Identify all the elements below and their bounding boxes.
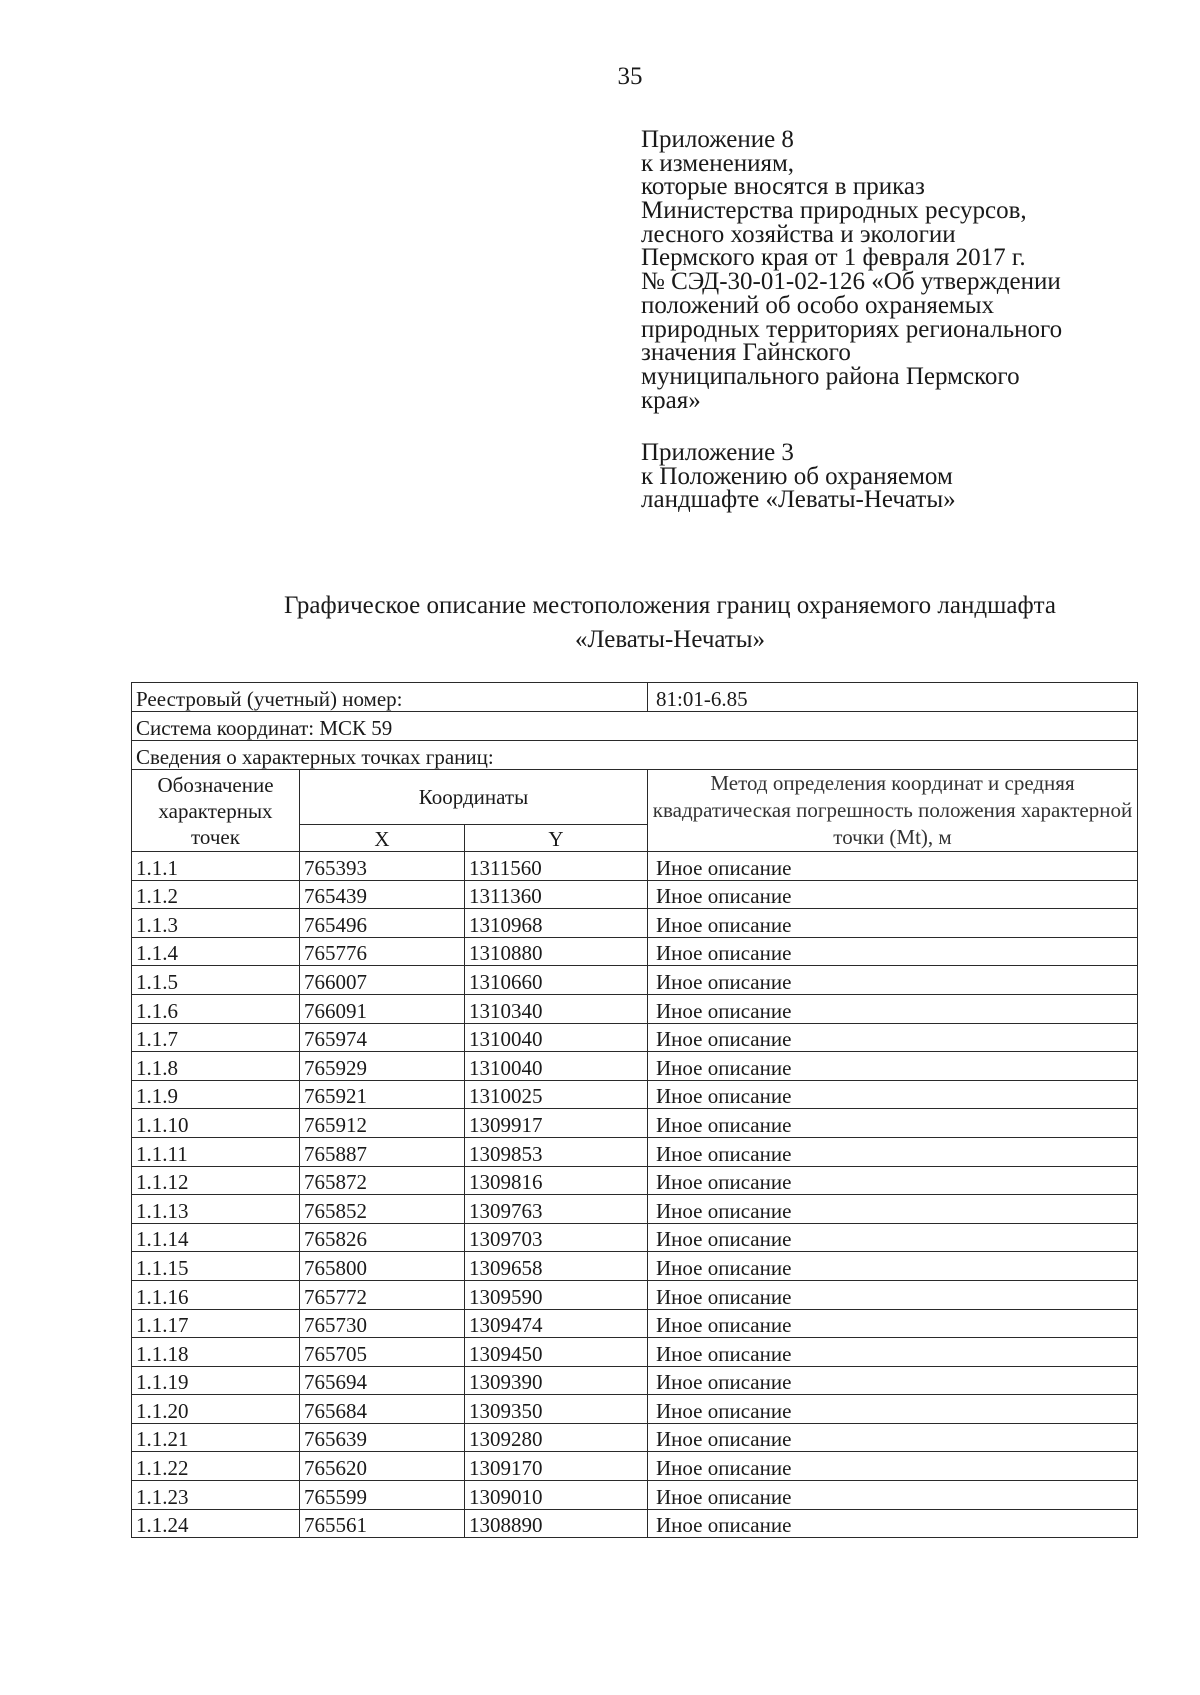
appendix-8-line: Министерства природных ресурсов, (641, 197, 1027, 225)
coord-y: 1308890 (465, 1509, 648, 1538)
coord-x: 765439 (300, 880, 465, 909)
appendix-8-line: природных территориях регионального (641, 315, 1063, 343)
appendix-8-line: к изменениям, (641, 149, 795, 177)
coord-y: 1310040 (465, 1023, 648, 1052)
point-id: 1.1.15 (132, 1252, 300, 1281)
table-row (132, 1366, 1138, 1395)
coord-y: 1309658 (465, 1252, 648, 1281)
coord-y: 1309010 (465, 1481, 648, 1510)
coord-x: 765639 (300, 1423, 465, 1452)
appendix-8-line: Пермского края от 1 февраля 2017 г. (641, 244, 1026, 272)
point-id: 1.1.19 (132, 1366, 300, 1395)
coord-y: 1310340 (465, 994, 648, 1023)
appendix-3-line: к Положению об охраняемом (641, 462, 953, 490)
appendix-8-line: лесного хозяйства и экологии (641, 220, 956, 248)
table-row (132, 1395, 1138, 1424)
coord-x: 765826 (300, 1223, 465, 1252)
coord-x: 765974 (300, 1023, 465, 1052)
coord-y: 1311360 (465, 880, 648, 909)
appendix-3-line: ландшафте «Леваты-Нечаты» (641, 486, 956, 514)
table-row (132, 1452, 1138, 1481)
coord-x: 765800 (300, 1252, 465, 1281)
appendix-8-line: значения Гайнского (641, 339, 851, 367)
method: Иное описание (648, 1423, 1138, 1452)
point-id: 1.1.8 (132, 1052, 300, 1081)
coord-x: 765772 (300, 1280, 465, 1309)
method: Иное описание (648, 1137, 1138, 1166)
coord-x: 765694 (300, 1366, 465, 1395)
header-row-1 (132, 770, 1138, 825)
appendix-8-block (641, 128, 1161, 412)
coord-x: 765872 (300, 1166, 465, 1195)
table-row (132, 852, 1138, 881)
method: Иное описание (648, 852, 1138, 881)
method: Иное описание (648, 1080, 1138, 1109)
method: Иное описание (648, 1223, 1138, 1252)
coord-x: 765561 (300, 1509, 465, 1538)
coord-x: 766091 (300, 994, 465, 1023)
coord-x: 765620 (300, 1452, 465, 1481)
coord-y: 1309390 (465, 1366, 648, 1395)
method: Иное описание (648, 1309, 1138, 1338)
appendix-8-line: муниципального района Пермского (641, 362, 1020, 390)
table-row (132, 880, 1138, 909)
table-row (132, 1023, 1138, 1052)
method: Иное описание (648, 1252, 1138, 1281)
method: Иное описание (648, 1452, 1138, 1481)
table-row (132, 1137, 1138, 1166)
coord-y: 1310880 (465, 937, 648, 966)
appendix-8-line: положений об особо охраняемых (641, 291, 995, 319)
point-id: 1.1.17 (132, 1309, 300, 1338)
point-id: 1.1.22 (132, 1452, 300, 1481)
method: Иное описание (648, 1195, 1138, 1224)
point-id: 1.1.10 (132, 1109, 300, 1138)
point-id: 1.1.7 (132, 1023, 300, 1052)
registry-row (132, 683, 1138, 712)
coord-x: 765921 (300, 1080, 465, 1109)
coord-x: 766007 (300, 966, 465, 995)
point-id: 1.1.6 (132, 994, 300, 1023)
coord-x: 765705 (300, 1338, 465, 1367)
method: Иное описание (648, 1280, 1138, 1309)
method: Иное описание (648, 1166, 1138, 1195)
appendix-8-line: края» (641, 386, 701, 414)
coord-y: 1309450 (465, 1338, 648, 1367)
coord-x: 765684 (300, 1395, 465, 1424)
page-number: 35 (617, 63, 643, 90)
coord-y: 1309590 (465, 1280, 648, 1309)
table-row (132, 909, 1138, 938)
point-id: 1.1.13 (132, 1195, 300, 1224)
point-id: 1.1.9 (132, 1080, 300, 1109)
points-info-row (132, 741, 1138, 770)
point-id: 1.1.3 (132, 909, 300, 938)
point-id: 1.1.12 (132, 1166, 300, 1195)
coord-y: 1309763 (465, 1195, 648, 1224)
table-row (132, 1309, 1138, 1338)
method: Иное описание (648, 909, 1138, 938)
coord-x: 765599 (300, 1481, 465, 1510)
appendix-3-block (641, 441, 1161, 512)
point-id: 1.1.18 (132, 1338, 300, 1367)
coord-x: 765887 (300, 1137, 465, 1166)
appendix-3-line: Приложение 3 (641, 439, 794, 466)
point-id: 1.1.1 (132, 852, 300, 881)
appendix-8-line: № СЭД-30-01-02-126 «Об утверждении (641, 268, 1061, 296)
coord-y: 1309703 (465, 1223, 648, 1252)
table-row (132, 1509, 1138, 1538)
method: Иное описание (648, 1366, 1138, 1395)
title-line-2: «Леваты-Нечаты» (574, 626, 766, 653)
appendix-8-line: Приложение 8 (641, 126, 794, 153)
coord-y: 1309474 (465, 1309, 648, 1338)
coord-y: 1309816 (465, 1166, 648, 1195)
coord-y: 1309917 (465, 1109, 648, 1138)
table-row (132, 1481, 1138, 1510)
table-row (132, 1280, 1138, 1309)
registry-value: 81:01-6.85 (648, 683, 1138, 712)
points-info: Сведения о характерных точках границ: (132, 741, 1138, 770)
method: Иное описание (648, 966, 1138, 995)
method: Иное описание (648, 1023, 1138, 1052)
title-line-1: Графическое описание местоположения границ охраняемого ландшафта (284, 592, 1056, 619)
method: Иное описание (648, 1052, 1138, 1081)
point-id: 1.1.21 (132, 1423, 300, 1452)
table-row (132, 1223, 1138, 1252)
coord-x: 765852 (300, 1195, 465, 1224)
coord-y: 1310660 (465, 966, 648, 995)
document-title (120, 589, 1200, 657)
coord-x: 765393 (300, 852, 465, 881)
col-x-header: X (300, 825, 465, 852)
coord-y: 1309350 (465, 1395, 648, 1424)
method: Иное описание (648, 937, 1138, 966)
method: Иное описание (648, 1509, 1138, 1538)
coord-system-row (132, 712, 1138, 741)
point-id: 1.1.23 (132, 1481, 300, 1510)
method: Иное описание (648, 1338, 1138, 1367)
table-row (132, 1166, 1138, 1195)
coord-y: 1311560 (465, 852, 648, 881)
registry-label: Реестровый (учетный) номер: (132, 683, 648, 712)
point-id: 1.1.5 (132, 966, 300, 995)
point-id: 1.1.24 (132, 1509, 300, 1538)
method: Иное описание (648, 1109, 1138, 1138)
table-row (132, 937, 1138, 966)
coord-y: 1309170 (465, 1452, 648, 1481)
coord-y: 1310025 (465, 1080, 648, 1109)
table-row (132, 1338, 1138, 1367)
method: Иное описание (648, 994, 1138, 1023)
coord-x: 765730 (300, 1309, 465, 1338)
col-y-header: Y (465, 825, 648, 852)
col-method-header: Метод определения координат и средняя квадратическая погрешность положения характерной точки (Mt), м (648, 770, 1138, 852)
point-id: 1.1.2 (132, 880, 300, 909)
method: Иное описание (648, 1481, 1138, 1510)
coord-system: Система координат: МСК 59 (132, 712, 1138, 741)
point-id: 1.1.20 (132, 1395, 300, 1424)
table-row (132, 994, 1138, 1023)
coord-x: 765912 (300, 1109, 465, 1138)
coord-x: 765929 (300, 1052, 465, 1081)
point-id: 1.1.4 (132, 937, 300, 966)
col-coords-header: Координаты (300, 770, 648, 825)
coord-x: 765496 (300, 909, 465, 938)
col-point-header: Обозначение характерных точек (132, 770, 300, 852)
coord-x: 765776 (300, 937, 465, 966)
table-row (132, 966, 1138, 995)
point-id: 1.1.11 (132, 1137, 300, 1166)
table-row (132, 1423, 1138, 1452)
table-row (132, 1080, 1138, 1109)
boundary-points-table (131, 682, 1138, 1538)
coord-y: 1310040 (465, 1052, 648, 1081)
table-row (132, 1252, 1138, 1281)
table-row (132, 1109, 1138, 1138)
coord-y: 1309853 (465, 1137, 648, 1166)
point-id: 1.1.16 (132, 1280, 300, 1309)
table-row (132, 1052, 1138, 1081)
method: Иное описание (648, 880, 1138, 909)
coord-y: 1310968 (465, 909, 648, 938)
method: Иное описание (648, 1395, 1138, 1424)
coord-y: 1309280 (465, 1423, 648, 1452)
point-id: 1.1.14 (132, 1223, 300, 1252)
table-row (132, 1195, 1138, 1224)
appendix-8-line: которые вносятся в приказ (641, 173, 925, 201)
